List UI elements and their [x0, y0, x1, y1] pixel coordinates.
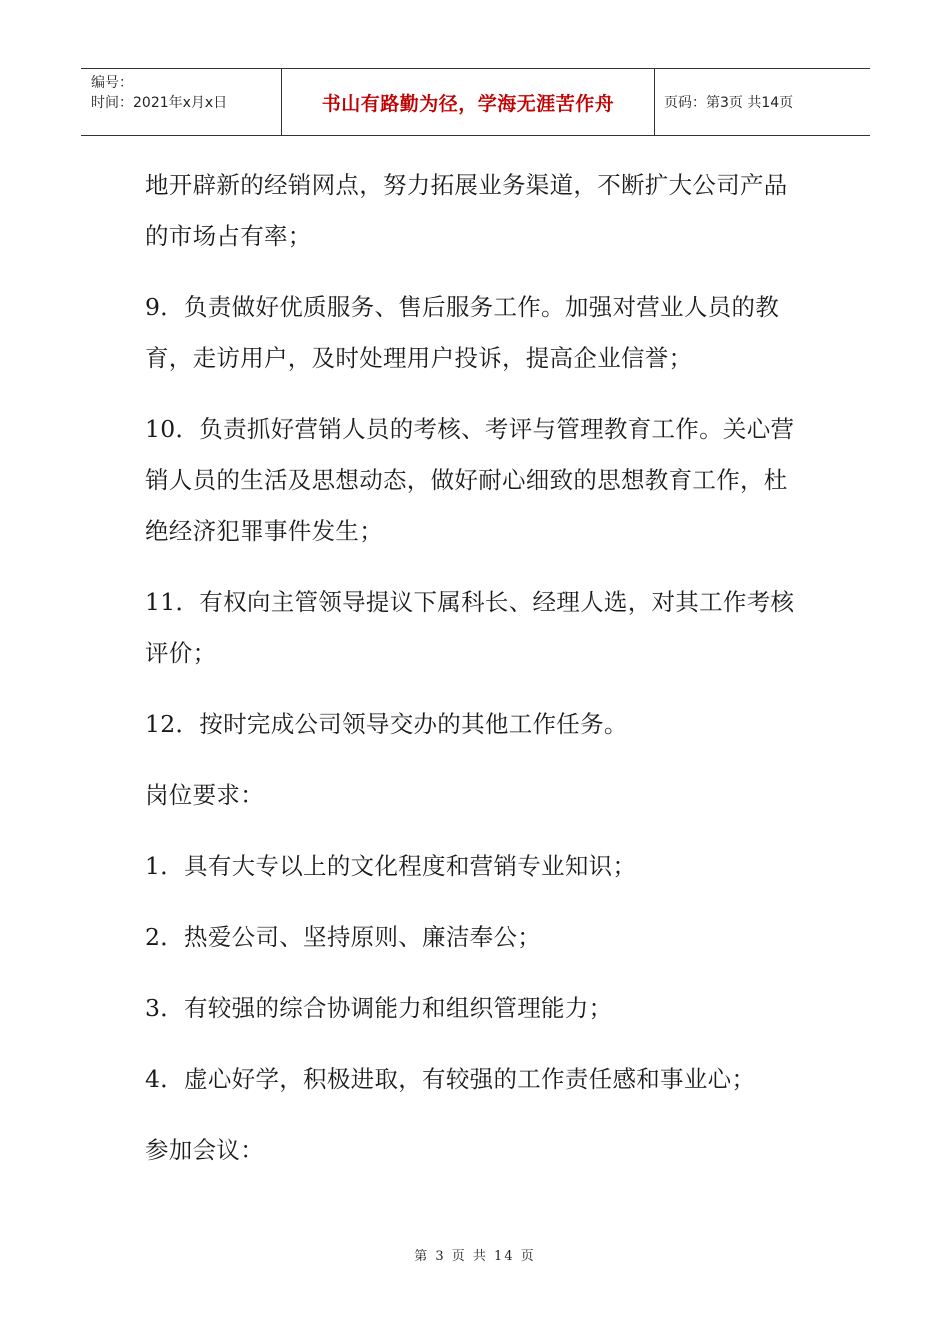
header-meta — [81, 69, 282, 135]
paragraph: 地开辟新的经销网点，努力拓展业务渠道，不断扩大公司产品的市场占有率； — [145, 171, 788, 250]
paragraph: 12．按时完成公司领导交办的其他工作任务。 — [145, 710, 628, 738]
document-date: 时间：2021年x月x日 — [91, 95, 228, 111]
page-footer: 第 3 页 共 14 页 — [414, 1249, 536, 1264]
header-page-info: 页码：第3页 共14页 — [664, 95, 794, 111]
paragraph: 10．负责抓好营销人员的考核、考评与管理教育工作。关心营销人员的生活及思想动态，做好耐心细致的思想教育工作，杜绝经济犯罪事件发生； — [145, 415, 795, 545]
paragraph: 1．具有大专以上的文化程度和营销专业知识； — [145, 852, 637, 880]
page-header — [81, 68, 870, 136]
paragraph: 2．热爱公司、坚持原则、廉洁奉公； — [145, 923, 542, 951]
paragraph: 3．有较强的综合协调能力和组织管理能力； — [145, 994, 613, 1022]
section-heading: 岗位要求： — [145, 781, 264, 809]
paragraph: 4．虚心好学，积极进取，有较强的工作责任感和事业心； — [145, 1065, 756, 1093]
paragraph: 11．有权向主管领导提议下属科长、经理人选，对其工作考核评价； — [145, 588, 795, 667]
document-number-label: 编号： — [91, 75, 133, 91]
document-body — [145, 160, 805, 1196]
paragraph: 9．负责做好优质服务、售后服务工作。加强对营业人员的教育，走访用户，及时处理用户投诉，提高企业信誉； — [145, 293, 780, 372]
section-heading: 参加会议： — [145, 1136, 264, 1164]
header-motto: 书山有路勤为径，学海无涯苦作舟 — [282, 69, 655, 135]
